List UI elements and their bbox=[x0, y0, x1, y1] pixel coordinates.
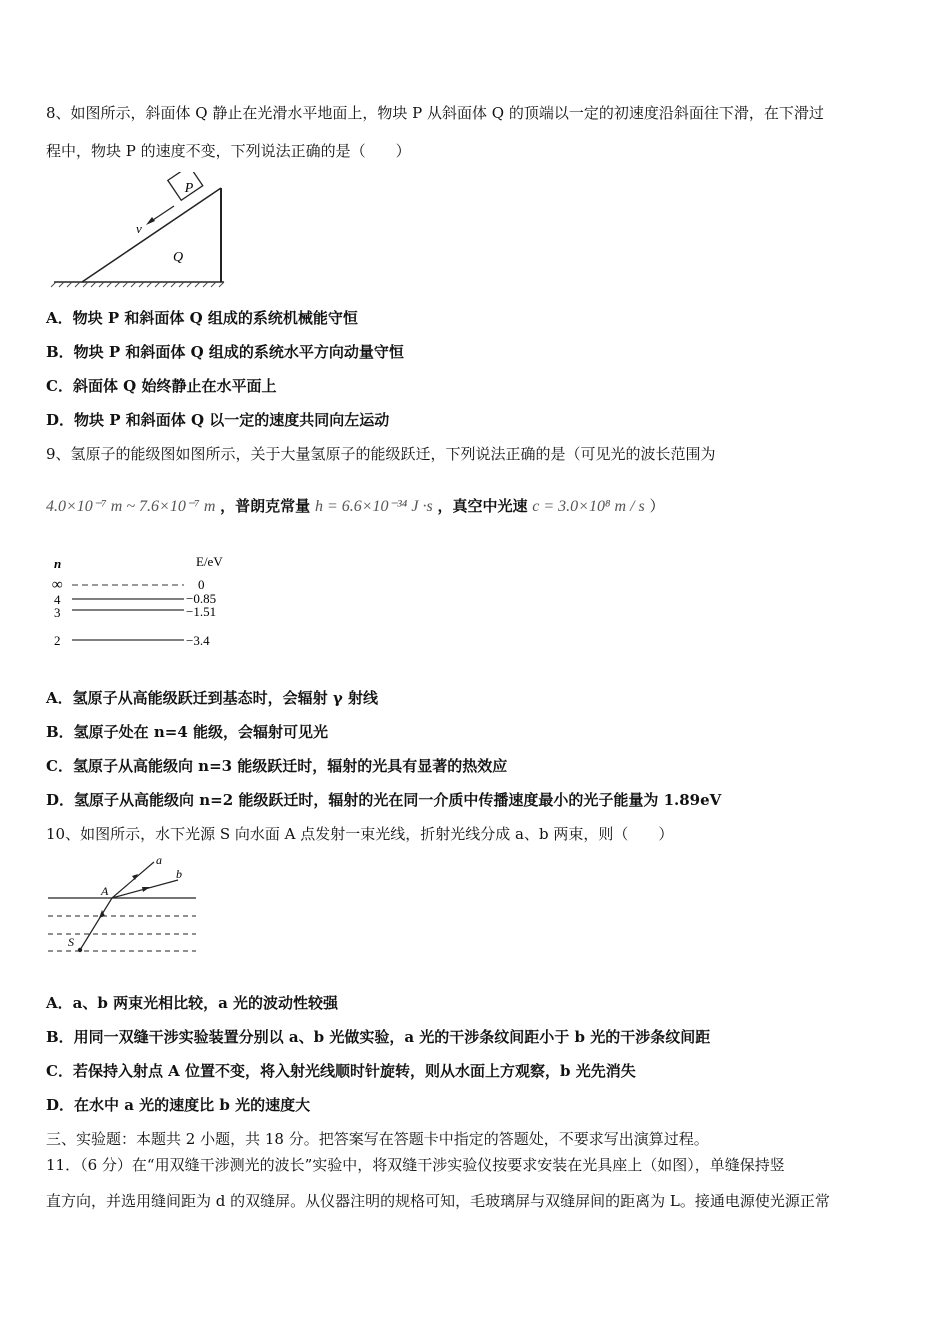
q11-stem-line1: 11．（6 分）在“用双缝干涉测光的波长”实验中，将双缝干涉实验仪按要求安装在光具座上（如图），单缝保持竖 bbox=[46, 1156, 785, 1174]
formula-planck: h = 6.6×10⁻³⁴ J ·s bbox=[314, 498, 433, 515]
label-point-a: A bbox=[101, 884, 109, 898]
q8-option-b[interactable]: B．物块 P 和斜面体 Q 组成的系统水平方向动量守恒 bbox=[46, 343, 404, 361]
refraction-figure bbox=[46, 852, 206, 962]
q8-option-c[interactable]: C．斜面体 Q 始终静止在水平面上 bbox=[46, 377, 277, 395]
body-q-label: Q bbox=[173, 250, 184, 265]
q9-option-a[interactable]: A．氢原子从高能级跃迁到基态时，会辐射 γ 射线 bbox=[46, 689, 378, 707]
q10-option-d[interactable]: D．在水中 a 光的速度比 b 光的速度大 bbox=[46, 1096, 311, 1114]
energy-level-diagram bbox=[46, 552, 246, 656]
q10-option-c[interactable]: C．若保持入射点 A 位置不变，将入射光线顺时针旋转，则从水面上方观察，b 光先消失 bbox=[46, 1062, 636, 1080]
close-paren: ） bbox=[649, 497, 665, 515]
formula-light-speed: c = 3.0×10⁸ m / s bbox=[532, 498, 645, 515]
q9-stem-line1: 9、氢原子的能级图如图所示，关于大量氢原子的能级跃迁，下列说法正确的是（可见光的波长范围为 bbox=[46, 445, 716, 463]
incline-slope bbox=[82, 188, 221, 282]
level-n-4: 4 bbox=[54, 592, 61, 607]
q8-option-d[interactable]: D．物块 P 和斜面体 Q 以一定的速度共同向左运动 bbox=[46, 411, 390, 429]
level-n-2: 2 bbox=[54, 633, 61, 648]
q10-option-b[interactable]: B．用同一双缝干涉实验装置分别以 a、b 光做实验，a 光的干涉条纹间距小于 b 光的干涉条纹间距 bbox=[46, 1028, 711, 1046]
label-a: a bbox=[156, 853, 162, 867]
formula-wavelength-range: 4.0×10⁻⁷ m ~ 7.6×10⁻⁷ m bbox=[46, 498, 216, 515]
q9-option-c[interactable]: C．氢原子从高能级向 n=3 能级跃迁时，辐射的光具有显著的热效应 bbox=[46, 757, 508, 775]
velocity-arrow bbox=[146, 217, 155, 225]
axis-n-label: n bbox=[54, 556, 62, 571]
level-n-inf: ∞ bbox=[52, 577, 63, 593]
source-s bbox=[78, 948, 82, 952]
q8-option-a[interactable]: A．物块 P 和斜面体 Q 组成的系统机械能守恒 bbox=[46, 309, 358, 327]
section-3-heading: 三、实验题：本题共 2 小题，共 18 分。把答案写在答题卡中指定的答题处，不要求写出演算过程。 bbox=[46, 1130, 709, 1148]
velocity-label: v bbox=[136, 221, 142, 236]
level-e-2: −3.4 bbox=[186, 633, 210, 648]
incident-ray bbox=[80, 898, 112, 950]
level-n-3: 3 bbox=[54, 605, 61, 620]
q10-option-a[interactable]: A．a、b 两束光相比较，a 光的波动性较强 bbox=[46, 994, 339, 1012]
level-e-4: −0.85 bbox=[186, 591, 217, 606]
label-b: b bbox=[176, 867, 182, 881]
q8-stem-line1: 8、如图所示，斜面体 Q 静止在光滑水平地面上，物块 P 从斜面体 Q 的顶端以一定的初速度沿斜面往下滑，在下滑过 bbox=[46, 104, 824, 122]
light-speed-label: ，真空中光速 bbox=[437, 497, 528, 515]
level-e-inf: 0 bbox=[198, 577, 205, 592]
q9-option-d[interactable]: D．氢原子从高能级向 n=2 能级跃迁时，辐射的光在同一介质中传播速度最小的光子能量为 1.89eV bbox=[46, 791, 722, 809]
planck-label: ，普朗克常量 bbox=[220, 497, 311, 515]
q9-option-b[interactable]: B．氢原子处在 n=4 能级，会辐射可见光 bbox=[46, 723, 329, 741]
axis-e-label: E/eV bbox=[196, 554, 223, 569]
label-s: S bbox=[68, 935, 74, 949]
q9-stem-line2 bbox=[46, 495, 665, 516]
q10-stem-line1: 10、如图所示，水下光源 S 向水面 A 点发射一束光线，折射光线分成 a、b 两束，则（ ） bbox=[46, 825, 674, 843]
q8-stem-line2: 程中，物块 P 的速度不变，下列说法正确的是（ ） bbox=[46, 142, 411, 160]
q11-stem-line2: 直方向，并选用缝间距为 d 的双缝屏。从仪器注明的规格可知，毛玻璃屏与双缝屏间的距离为 L。接通电源使光源正常 bbox=[46, 1192, 830, 1210]
incline-figure bbox=[46, 172, 236, 290]
block-p-label: P bbox=[184, 181, 194, 196]
level-e-3: −1.51 bbox=[186, 604, 217, 619]
